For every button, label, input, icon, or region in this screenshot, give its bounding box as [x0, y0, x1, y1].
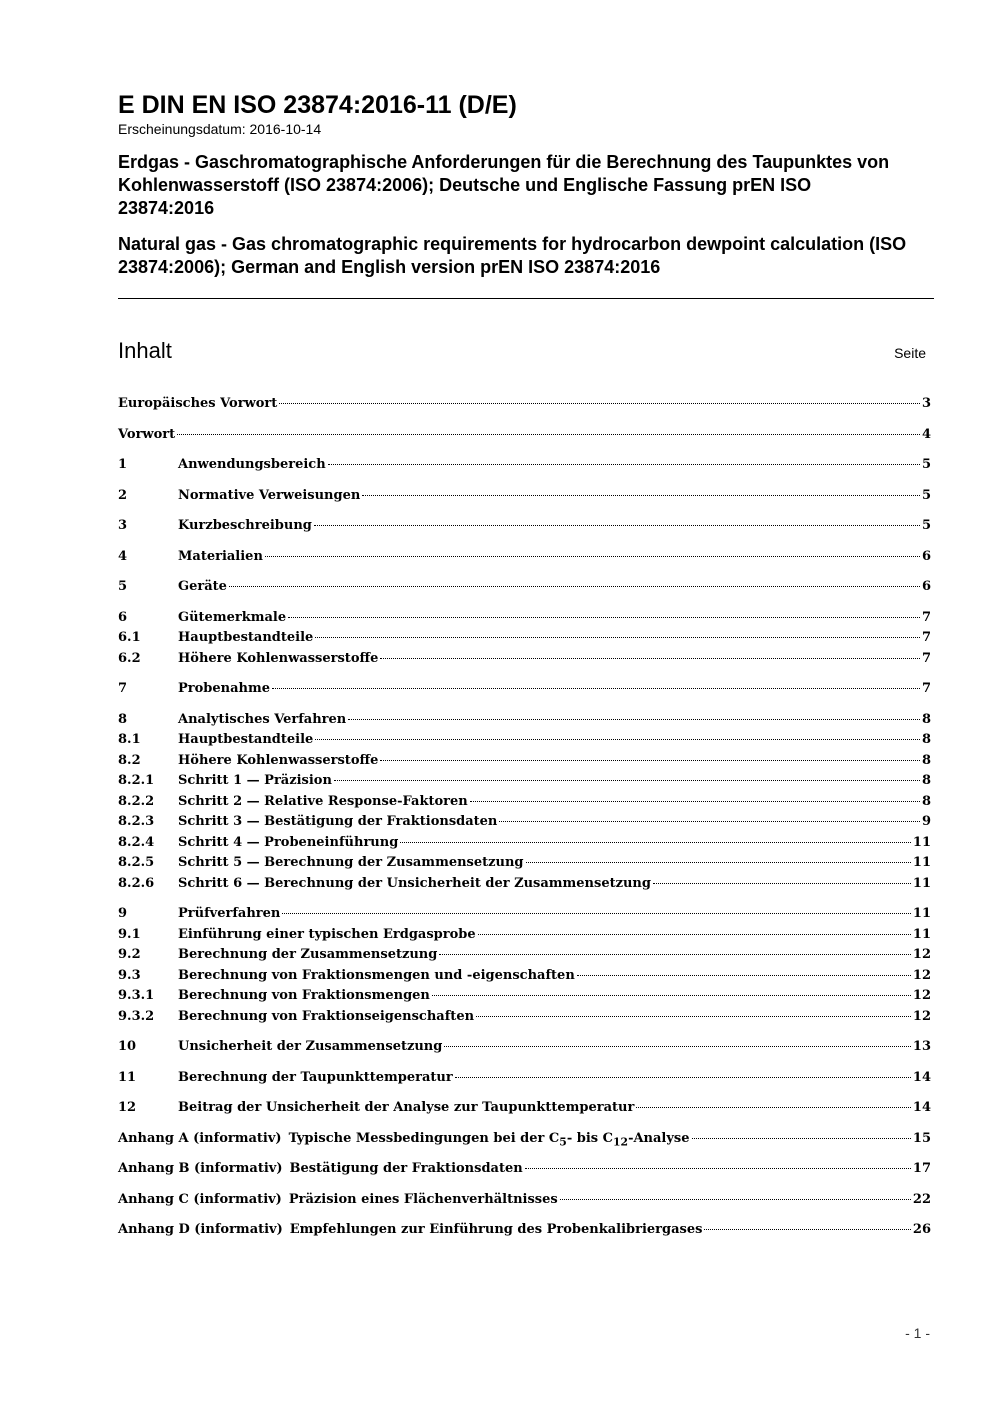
toc-entry[interactable]: [118, 1068, 931, 1089]
toc-entry-number: 9.3.1: [118, 988, 155, 1003]
toc-entry[interactable]: [118, 1098, 931, 1119]
toc-entry-label: Normative Verweisungen: [178, 487, 361, 503]
toc-entry-number: 7: [118, 681, 128, 696]
toc-leader: [444, 1046, 911, 1047]
toc-entry-page: 7: [921, 650, 931, 666]
toc-entry[interactable]: [118, 486, 931, 507]
toc-entry-page: 22: [912, 1191, 931, 1207]
toc-annex-entry[interactable]: [118, 1220, 931, 1241]
toc-entry-number: 8.2.4: [118, 834, 155, 850]
toc-entry-label: Schritt 5 — Berechnung der Zusammensetzung: [178, 855, 524, 870]
toc-entry-page: 26: [912, 1222, 931, 1237]
toc-entry-label: Empfehlungen zur Einführung des Probenkalibriergases: [289, 1222, 703, 1237]
toc-entry-page: 7: [921, 681, 931, 696]
toc-leader: [560, 1199, 911, 1200]
publication-date: Erscheinungsdatum: 2016-10-14: [118, 121, 322, 137]
toc-entry[interactable]: [118, 730, 931, 751]
toc-leader: [577, 975, 911, 976]
toc-annex-entry[interactable]: [118, 1129, 931, 1150]
toc-entry-number: 6.1: [118, 630, 141, 645]
toc-leader: [439, 954, 911, 955]
toc-entry-label: Schritt 2 — Relative Response-Faktoren: [178, 793, 468, 809]
toc-entry-label: Gütemerkmale: [178, 609, 287, 625]
toc-leader: [334, 780, 920, 781]
toc-entry-page: 8: [921, 732, 931, 747]
toc-leader: [362, 495, 920, 496]
toc-entry-page: 5: [921, 518, 931, 533]
toc-entry-page: 4: [921, 426, 931, 442]
toc-leader: [288, 617, 920, 618]
toc-entry-page: 14: [912, 1069, 931, 1085]
toc-entry-number: 10: [118, 1039, 137, 1054]
toc-entry-page: 8: [921, 773, 931, 788]
toc-entry-number: 5: [118, 579, 128, 594]
toc-entry[interactable]: [118, 966, 931, 987]
toc-entry-page: 7: [921, 630, 931, 645]
toc-entry-number: 9.3: [118, 967, 141, 983]
toc-leader: [328, 464, 920, 465]
toc-entry-number: 8.2.1: [118, 773, 155, 788]
toc-entry[interactable]: [118, 547, 931, 568]
toc-entry-page: 7: [921, 609, 931, 625]
toc-entry-number: 11: [118, 1069, 137, 1085]
toc-entry-number: 8.2.3: [118, 814, 155, 829]
toc-entry-label: Vorwort: [118, 426, 176, 442]
toc-entry-number: 9.3.2: [118, 1008, 155, 1024]
toc-entry-page: 11: [912, 855, 931, 870]
toc-entry-label: Einführung einer typischen Erdgasprobe: [178, 926, 476, 942]
toc-leader: [229, 586, 920, 587]
toc-leader: [315, 739, 920, 740]
toc-annex-prefix: Anhang A (informativ): [118, 1130, 282, 1146]
toc-entry-number: 8.1: [118, 732, 141, 747]
toc-leader: [272, 688, 920, 689]
toc-entry[interactable]: [118, 833, 931, 854]
toc-leader: [636, 1107, 911, 1108]
toc-entry-label: Geräte: [178, 579, 227, 594]
toc-leader: [279, 403, 920, 404]
toc-leader: [704, 1229, 910, 1230]
toc-entry-number: 8.2.2: [118, 793, 155, 809]
toc-label-part: Typische Messbedingungen bei der C: [288, 1130, 560, 1146]
toc-entry-label: Berechnung von Fraktionsmengen und -eigenschaften: [178, 967, 575, 983]
toc-entry-label: Berechnung der Taupunkttemperatur: [178, 1069, 453, 1085]
toc-entry-label: Hauptbestandteile: [178, 630, 314, 645]
toc-entry-label: Berechnung von Fraktionseigenschaften: [178, 1008, 475, 1024]
toc-entry-page: 17: [912, 1161, 931, 1176]
page-number: - 1 -: [905, 1325, 930, 1341]
toc-entry[interactable]: [118, 986, 931, 1007]
toc-entry-label: Analytisches Verfahren: [178, 711, 347, 727]
toc-entry[interactable]: [118, 812, 931, 833]
toc-entry-label: Beitrag der Unsicherheit der Analyse zur Taupunkttemperatur: [178, 1100, 635, 1115]
toc-entry-label: Bestätigung der Fraktionsdaten: [289, 1161, 523, 1176]
toc-entry-number: 2: [118, 487, 128, 503]
toc-entry-number: 9.1: [118, 926, 141, 942]
toc-entry-number: 8.2: [118, 752, 141, 768]
toc-entry-page: 11: [912, 906, 931, 921]
toc-leader: [380, 658, 920, 659]
toc-entry[interactable]: [118, 394, 931, 415]
toc-leader: [526, 862, 911, 863]
table-of-contents: [118, 394, 931, 1241]
document-id: E DIN EN ISO 23874:2016-11 (D/E): [118, 91, 517, 119]
title-german: Erdgas - Gaschromatographische Anforderungen für die Berechnung des Taupunktes von Kohlenwasserstoff (ISO 23874:2006); Deutsche und Englische Fassung prEN ISO 23874:2016: [118, 152, 890, 218]
toc-entry-label: Unsicherheit der Zusammensetzung: [178, 1039, 443, 1054]
toc-entry[interactable]: [118, 874, 931, 895]
toc-entry[interactable]: [118, 679, 931, 700]
toc-leader: [455, 1077, 911, 1078]
toc-entry-label: Prüfverfahren: [178, 906, 281, 921]
toc-entry[interactable]: [118, 710, 931, 731]
toc-leader: [380, 760, 920, 761]
toc-entry-label: Schritt 3 — Bestätigung der Fraktionsdaten: [178, 814, 498, 829]
toc-entry-number: 6.2: [118, 650, 141, 666]
toc-annex-prefix: Anhang D (informativ): [118, 1222, 283, 1237]
toc-entry-label: Probenahme: [178, 681, 271, 696]
toc-leader: [315, 637, 920, 638]
toc-entry-number: 9.2: [118, 947, 141, 962]
toc-entry-page: 11: [912, 834, 931, 850]
toc-entry-number: 8.2.5: [118, 855, 155, 870]
toc-leader: [432, 995, 911, 996]
document-header: [118, 90, 934, 279]
toc-entry-label: Anwendungsbereich: [178, 457, 326, 472]
toc-leader: [265, 556, 920, 557]
toc-entry-label: Berechnung der Zusammensetzung: [178, 947, 438, 962]
toc-leader: [314, 525, 920, 526]
toc-entry-page: 12: [912, 947, 931, 962]
toc-entry[interactable]: [118, 425, 931, 446]
toc-entry-label: Hauptbestandteile: [178, 732, 314, 747]
toc-entry[interactable]: [118, 577, 931, 598]
toc-entry[interactable]: [118, 455, 931, 476]
toc-entry[interactable]: [118, 904, 931, 925]
toc-label-subscript: 5: [559, 1135, 567, 1149]
toc-leader: [499, 821, 920, 822]
toc-entry-label: Kurzbeschreibung: [178, 518, 312, 533]
toc-entry[interactable]: [118, 608, 931, 629]
title-english: Natural gas - Gas chromatographic requirements for hydrocarbon dewpoint calculation (ISO 23874:2006); German and English version prEN ISO 23874:2016: [118, 234, 907, 277]
toc-entry-page: 8: [921, 793, 931, 809]
toc-entry-label: Höhere Kohlenwasserstoffe: [178, 650, 379, 666]
header-divider: [118, 298, 934, 299]
toc-entry[interactable]: [118, 1037, 931, 1058]
toc-entry-label: Materialien: [178, 548, 263, 564]
toc-entry[interactable]: [118, 853, 931, 874]
toc-entry-page: 15: [912, 1130, 931, 1146]
toc-entry-page: 12: [912, 1008, 931, 1024]
toc-entry-page: 11: [912, 875, 931, 891]
toc-entry-number: 9: [118, 906, 128, 921]
toc-entry-label: Präzision eines Flächenverhältnisses: [288, 1191, 558, 1207]
toc-entry[interactable]: [118, 1007, 931, 1028]
toc-entry-page: 5: [921, 457, 931, 472]
toc-entry-page: 9: [921, 814, 931, 829]
toc-entry-number: 4: [118, 548, 128, 564]
toc-leader: [348, 719, 920, 720]
toc-annex-prefix: Anhang B (informativ): [118, 1161, 283, 1176]
toc-entry-page: 12: [912, 967, 931, 983]
toc-entry-page: 12: [912, 988, 931, 1003]
toc-leader: [470, 801, 920, 802]
toc-entry-page: 5: [921, 487, 931, 503]
toc-entry[interactable]: [118, 516, 931, 537]
toc-entry[interactable]: [118, 649, 931, 670]
toc-leader: [525, 1168, 911, 1169]
toc-entry-page: 3: [921, 396, 931, 411]
toc-leader: [692, 1138, 911, 1139]
toc-leader: [400, 842, 911, 843]
toc-entry[interactable]: [118, 945, 931, 966]
toc-page-column-label: Seite: [894, 345, 926, 361]
toc-label-subscript: 12: [612, 1135, 629, 1149]
toc-entry-number: 1: [118, 457, 128, 472]
toc-leader: [478, 934, 911, 935]
toc-entry-page: 6: [921, 579, 931, 594]
toc-entry-page: 8: [921, 711, 931, 727]
toc-entry[interactable]: [118, 792, 931, 813]
toc-leader: [476, 1016, 911, 1017]
toc-heading: [118, 338, 926, 368]
toc-label-part: -Analyse: [628, 1130, 690, 1146]
toc-entry-page: 11: [912, 926, 931, 942]
toc-annex-entry[interactable]: [118, 1190, 931, 1211]
toc-entry-number: 8.2.6: [118, 875, 155, 891]
toc-entry[interactable]: [118, 925, 931, 946]
toc-entry-number: 8: [118, 711, 128, 727]
toc-entry-label: Berechnung von Fraktionsmengen: [178, 988, 430, 1003]
toc-annex-entry[interactable]: [118, 1159, 931, 1180]
toc-entry-number: 12: [118, 1100, 137, 1115]
toc-entry[interactable]: [118, 771, 931, 792]
toc-entry-label: Europäisches Vorwort: [118, 396, 278, 411]
toc-leader: [177, 434, 920, 435]
toc-label-part: - bis C: [566, 1130, 613, 1146]
toc-annex-prefix: Anhang C (informativ): [118, 1191, 282, 1207]
toc-title: Inhalt: [118, 338, 172, 363]
toc-entry-label: [289, 1129, 690, 1153]
toc-leader: [282, 913, 911, 914]
toc-entry[interactable]: [118, 628, 931, 649]
toc-entry-page: 6: [921, 548, 931, 564]
toc-entry[interactable]: [118, 751, 931, 772]
toc-entry-label: Höhere Kohlenwasserstoffe: [178, 752, 379, 768]
toc-entry-label: Schritt 1 — Präzision: [178, 773, 332, 788]
toc-entry-number: 3: [118, 518, 128, 533]
toc-entry-page: 8: [921, 752, 931, 768]
toc-leader: [653, 883, 911, 884]
toc-entry-label: Schritt 4 — Probeneinführung: [178, 834, 399, 850]
toc-entry-page: 13: [912, 1039, 931, 1054]
toc-entry-number: 6: [118, 609, 128, 625]
toc-entry-label: Schritt 6 — Berechnung der Unsicherheit der Zusammensetzung: [178, 875, 651, 891]
toc-entry-page: 14: [912, 1100, 931, 1115]
